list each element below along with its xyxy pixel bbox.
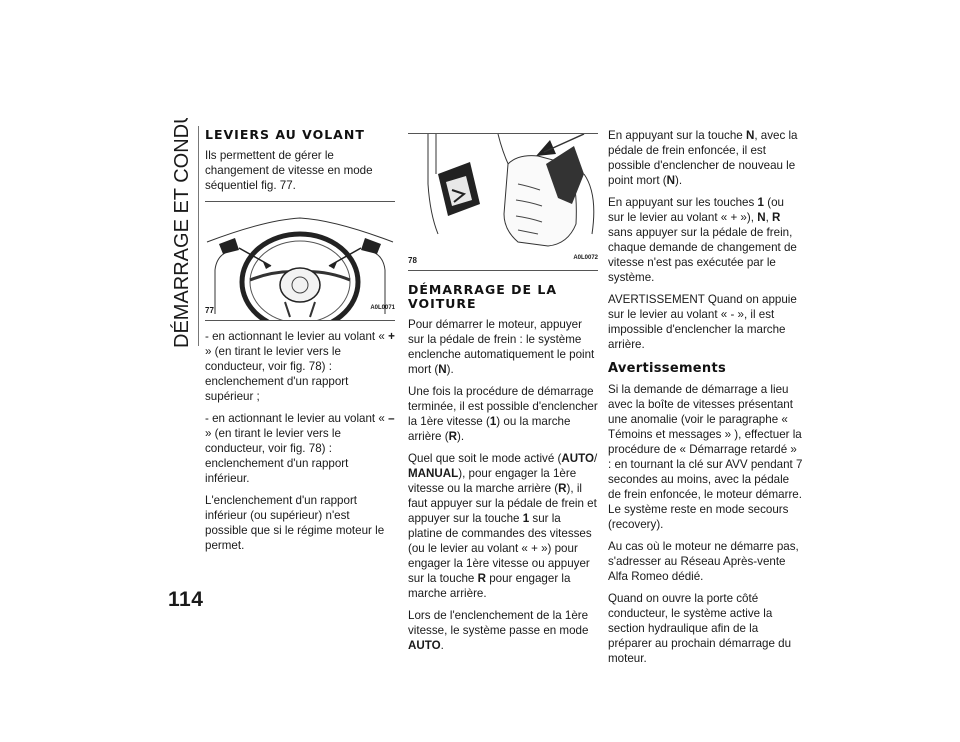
paragraph-engine-speed: L'enclenchement d'un rapport inférieur (ou supérieur) n'est possible que si le régime moteur le permet. <box>205 494 385 552</box>
paragraph-door-hydraulic: Quand on ouvre la porte côté conducteur, le système active la section hydraulique afin de la préparer au prochain démarrage du moteur. <box>608 592 792 665</box>
paragraph-first-gear: Lors de l'enclenchement de la 1ère vitesse, le système passe en mode AUTO. <box>408 609 589 652</box>
paragraph-no-brake: En appuyant sur les touches 1 (ou sur le levier au volant « + »), N, R sans appuyer sur la pédale de frein, chaque demande de changement de vitesse n'est pas exécutée par le système. <box>608 196 797 284</box>
paragraph-warning-reverse: AVERTISSEMENT Quand on appuie sur le levier au volant « - », il est impossible d'enclencher la marche arrière. <box>608 293 797 351</box>
heading-leviers: LEVIERS AU VOLANT <box>205 127 365 142</box>
section-title-text: DÉMARRAGE ET CONDUITE <box>171 118 193 348</box>
paddle-shifter-illustration <box>408 134 598 270</box>
section-divider <box>198 126 199 346</box>
paragraph-start: Pour démarrer le moteur, appuyer sur la pédale de frein : le système enclenche automatiquement le point mort (N). <box>408 318 595 376</box>
page-number: 114 <box>168 588 204 611</box>
intro-paragraph: Ils permettent de gérer le changement de vitesse en mode séquentiel fig. 77. <box>205 149 373 192</box>
figure-78-code: A0L0072 <box>573 255 598 261</box>
paragraph-upshift: - en actionnant le levier au volant « + » (en tirant le levier vers le conducteur, voir fig. 78) : enclenchement d'un rapport supérieur ; <box>205 330 395 403</box>
paragraph-mode: Quel que soit le mode activé (AUTO/ MANUAL), pour engager la 1ère vitesse ou la marche arrière (R), il faut appuyer sur la pédale de frein et appuyer sur la touche 1 sur la platine de commandes des vitesses (ou le levier au volant « + ») pour engager la 1ère vitesse ou appuyer sur la touche R pour engager la marche arrière. <box>408 452 598 600</box>
heading-avertissements: Avertissements <box>608 361 727 376</box>
column-right <box>608 128 803 673</box>
paragraph-after-start: Une fois la procédure de démarrage terminée, il est possible d'enclencher la 1ère vitesse (1) ou la marche arrière (R). <box>408 385 598 443</box>
column-middle <box>408 133 598 660</box>
paragraph-service-network: Au cas où le moteur ne démarre pas, s'adresser au Réseau Après-vente Alfa Romeo dédié. <box>608 540 799 583</box>
paragraph-neutral: En appuyant sur la touche N, avec la pédale de frein enfoncée, il est possible d'enclencher de nouveau le point mort (N). <box>608 129 798 187</box>
figure-77 <box>205 201 395 321</box>
figure-78-number: 78 <box>408 256 417 265</box>
section-title <box>168 118 194 348</box>
figure-77-number: 77 <box>205 306 214 315</box>
figure-78 <box>408 133 598 271</box>
paragraph-delayed-start: Si la demande de démarrage a lieu avec la boîte de vitesses présentant une anomalie (voir le paragraphe « Témoins et messages » ), effectuer la procédure de « Démarrage retardé » : en tournant la clé sur AVV pendant 7 secondes au moins, avec la pédale de frein enfoncée, le moteur démarre. Le système reste en mode secours (recovery). <box>608 383 803 531</box>
steering-wheel-illustration <box>205 202 395 320</box>
heading-demarrage: DÉMARRAGE DE LA VOITURE <box>408 282 558 311</box>
column-left <box>205 128 395 560</box>
figure-77-code: A0L0071 <box>370 305 395 311</box>
paragraph-downshift: - en actionnant le levier au volant « – » (en tirant le levier vers le conducteur, voir fig. 78) : enclenchement d'un rapport inférieur. <box>205 412 395 485</box>
